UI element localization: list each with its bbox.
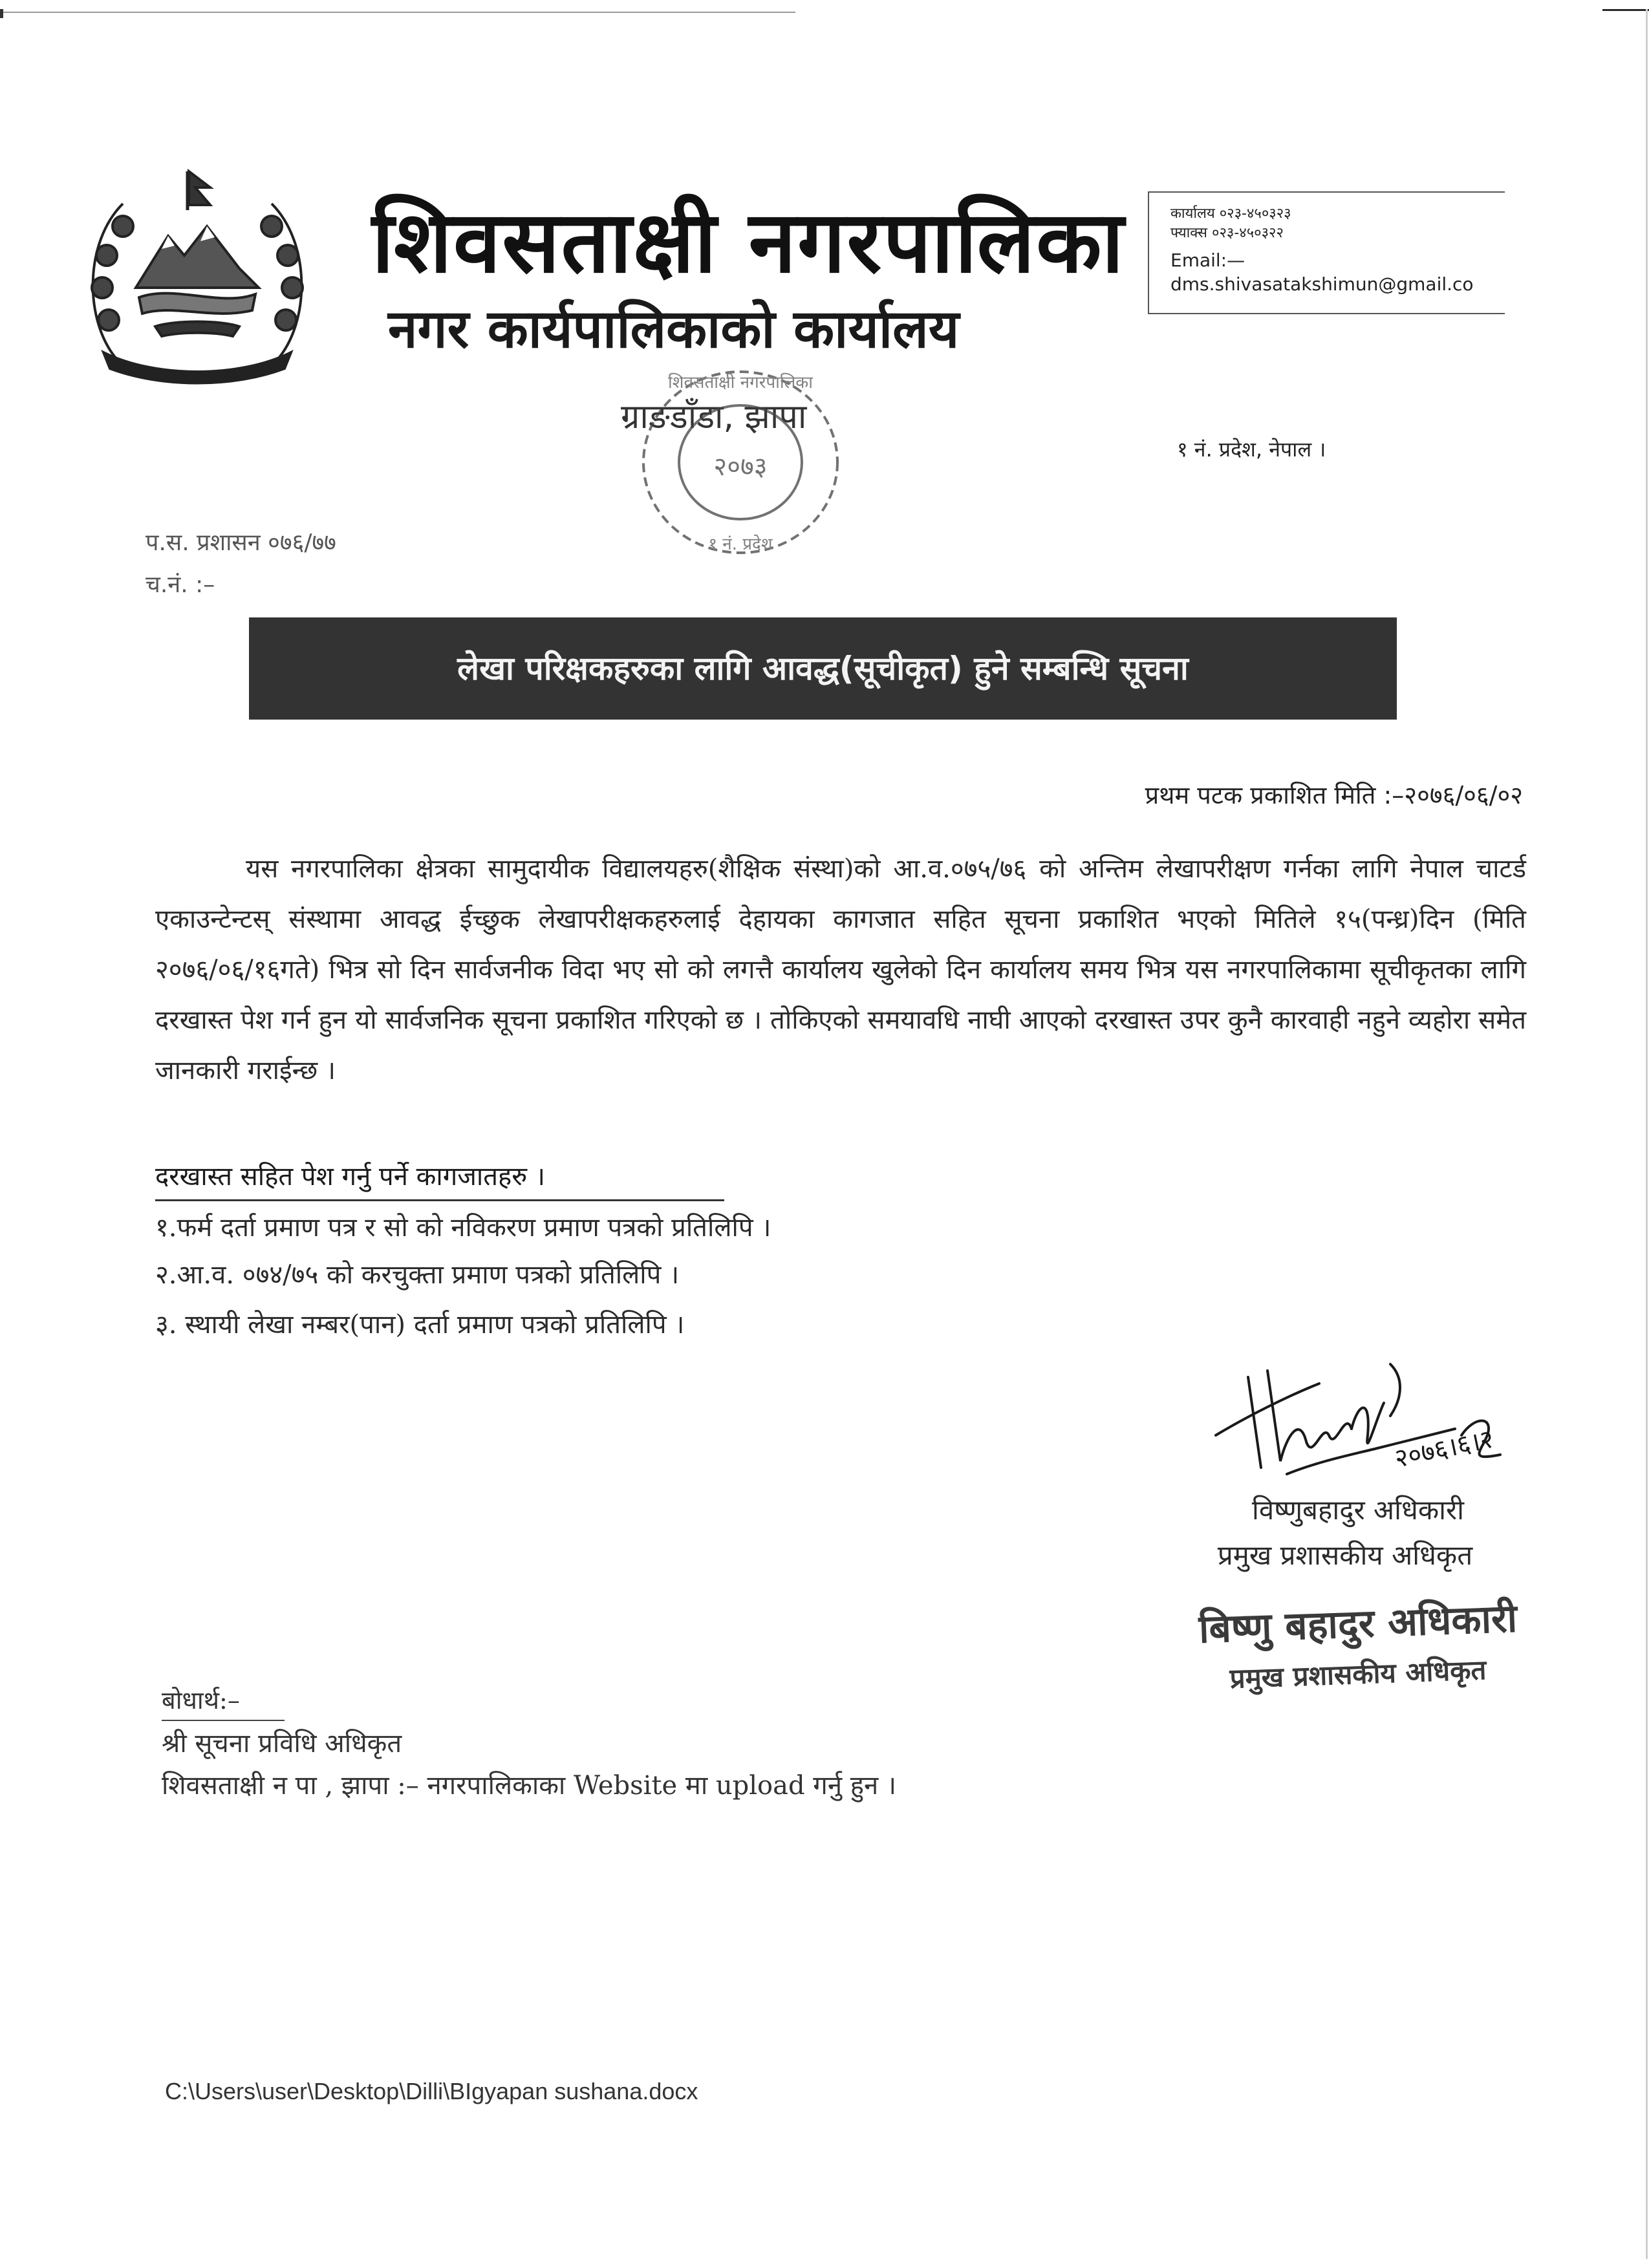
signer-title: प्रमुख प्रशासकीय अधिकृत <box>1217 1539 1473 1571</box>
province-line: १ नं. प्रदेश, नेपाल । <box>1177 437 1326 462</box>
scan-edge-left <box>0 9 3 18</box>
fax-number: फ्याक्स ०२३-४५०३२२ <box>1170 225 1284 241</box>
email-label: Email:— <box>1170 250 1245 271</box>
signer-name: विष्णुबहादुर अधिकारी <box>1251 1494 1465 1526</box>
nepal-emblem-icon <box>78 165 317 385</box>
scan-edge-top <box>0 12 795 13</box>
scan-edge-corner <box>1602 9 1649 11</box>
stamp-ring-bottom: १ नं. प्रदेश <box>708 535 773 554</box>
dispatch-number: च.नं. :– <box>146 572 215 598</box>
list-item: २.आ.व. ०७४/७५ को करचुक्ता प्रमाण पत्रको प्रतिलिपि । <box>155 1260 680 1290</box>
cc-heading: बोधार्थ:– <box>162 1681 285 1721</box>
seal-name-stamp: बिष्णु बहादुर अधिकारी <box>1198 1596 1518 1653</box>
handwritten-signature <box>1209 1338 1513 1500</box>
office-phone: कार्यालय ०२३-४५०३२३ <box>1170 206 1291 222</box>
published-date: प्रथम पटक प्रकाशित मिति :–२०७६/०६/०२ <box>1145 781 1523 809</box>
required-documents-heading: दरखास्त सहित पेश गर्नु पर्ने कागजातहरु । <box>155 1154 724 1201</box>
cc-recipient: शिवसताक्षी न पा , झापा :– नगरपालिकाका Website मा upload गर्नु हुन । <box>162 1771 897 1801</box>
seal-title-stamp: प्रमुख प्रशासकीय अधिकृत <box>1229 1654 1487 1695</box>
scan-edge-right <box>1646 9 1648 2259</box>
municipality-title: शिवसताक्षी नगरपालिका <box>372 193 1125 292</box>
office-subtitle: नगर कार्यपालिकाको कार्यालय <box>388 299 960 360</box>
stamp-ring-top: शिवसताक्षी नगरपालिका <box>668 373 813 392</box>
notice-title-banner: लेखा परिक्षकहरुका लागि आवद्ध(सूचीकृत) हुने सम्बन्धि सूचना <box>249 617 1397 720</box>
notice-body: यस नगरपालिका क्षेत्रका सामुदायीक विद्यालयहरु(शैक्षिक संस्था)को आ.व.०७५/७६ को अन्तिम लेखापरीक्षण गर्नका लागि नेपाल चाटर्ड एकाउन्टेन्टस् संस्थामा आवद्ध ईच्छुक लेखापरीक्षकहरुलाई देहायका कागजात सहित सूचना प्रकाशित भएको मितिले १५(पन्ध्र)दिन (मिति २०७६/०६/१६गते) भित्र सो दिन सार्वजनीक विदा भए सो को लगत्तै कार्यालय खुलेको दिन कार्यालय समय भित्र यस नगरपालिकामा सूचीकृतका लागि दरखास्त पेश गर्न हुन यो सार्वजनिक सूचना प्रकाशित गरिएको छ । तोकिएको समयावधि नाघी आएको दरखास्त उपर कुनै कारवाही नहुने व्यहोरा समेत जानकारी गराईन्छ । <box>155 854 1526 1086</box>
office-stamp <box>614 349 867 569</box>
stamp-year: २०७३ <box>713 452 768 482</box>
office-address: ग्राङडाँडा, झापा <box>621 398 807 436</box>
file-path: C:\Users\user\Desktop\Dilli\BIgyapan sushana.docx <box>165 2078 698 2104</box>
reference-number: प.स. प्रशासन ०७६/७७ <box>146 530 336 556</box>
email-address: dms.shivasatakshimun@gmail.co <box>1170 273 1474 295</box>
list-item: ३. स्थायी लेखा नम्बर(पान) दर्ता प्रमाण पत्रको प्रतिलिपि । <box>155 1310 685 1340</box>
signature-date: २०७६।६।२ <box>1392 1424 1496 1474</box>
cc-recipient: श्री सूचना प्रविधि अधिकृत <box>162 1729 402 1759</box>
list-item: १.फर्म दर्ता प्रमाण पत्र र सो को नविकरण प्रमाण पत्रको प्रतिलिपि । <box>155 1213 771 1243</box>
